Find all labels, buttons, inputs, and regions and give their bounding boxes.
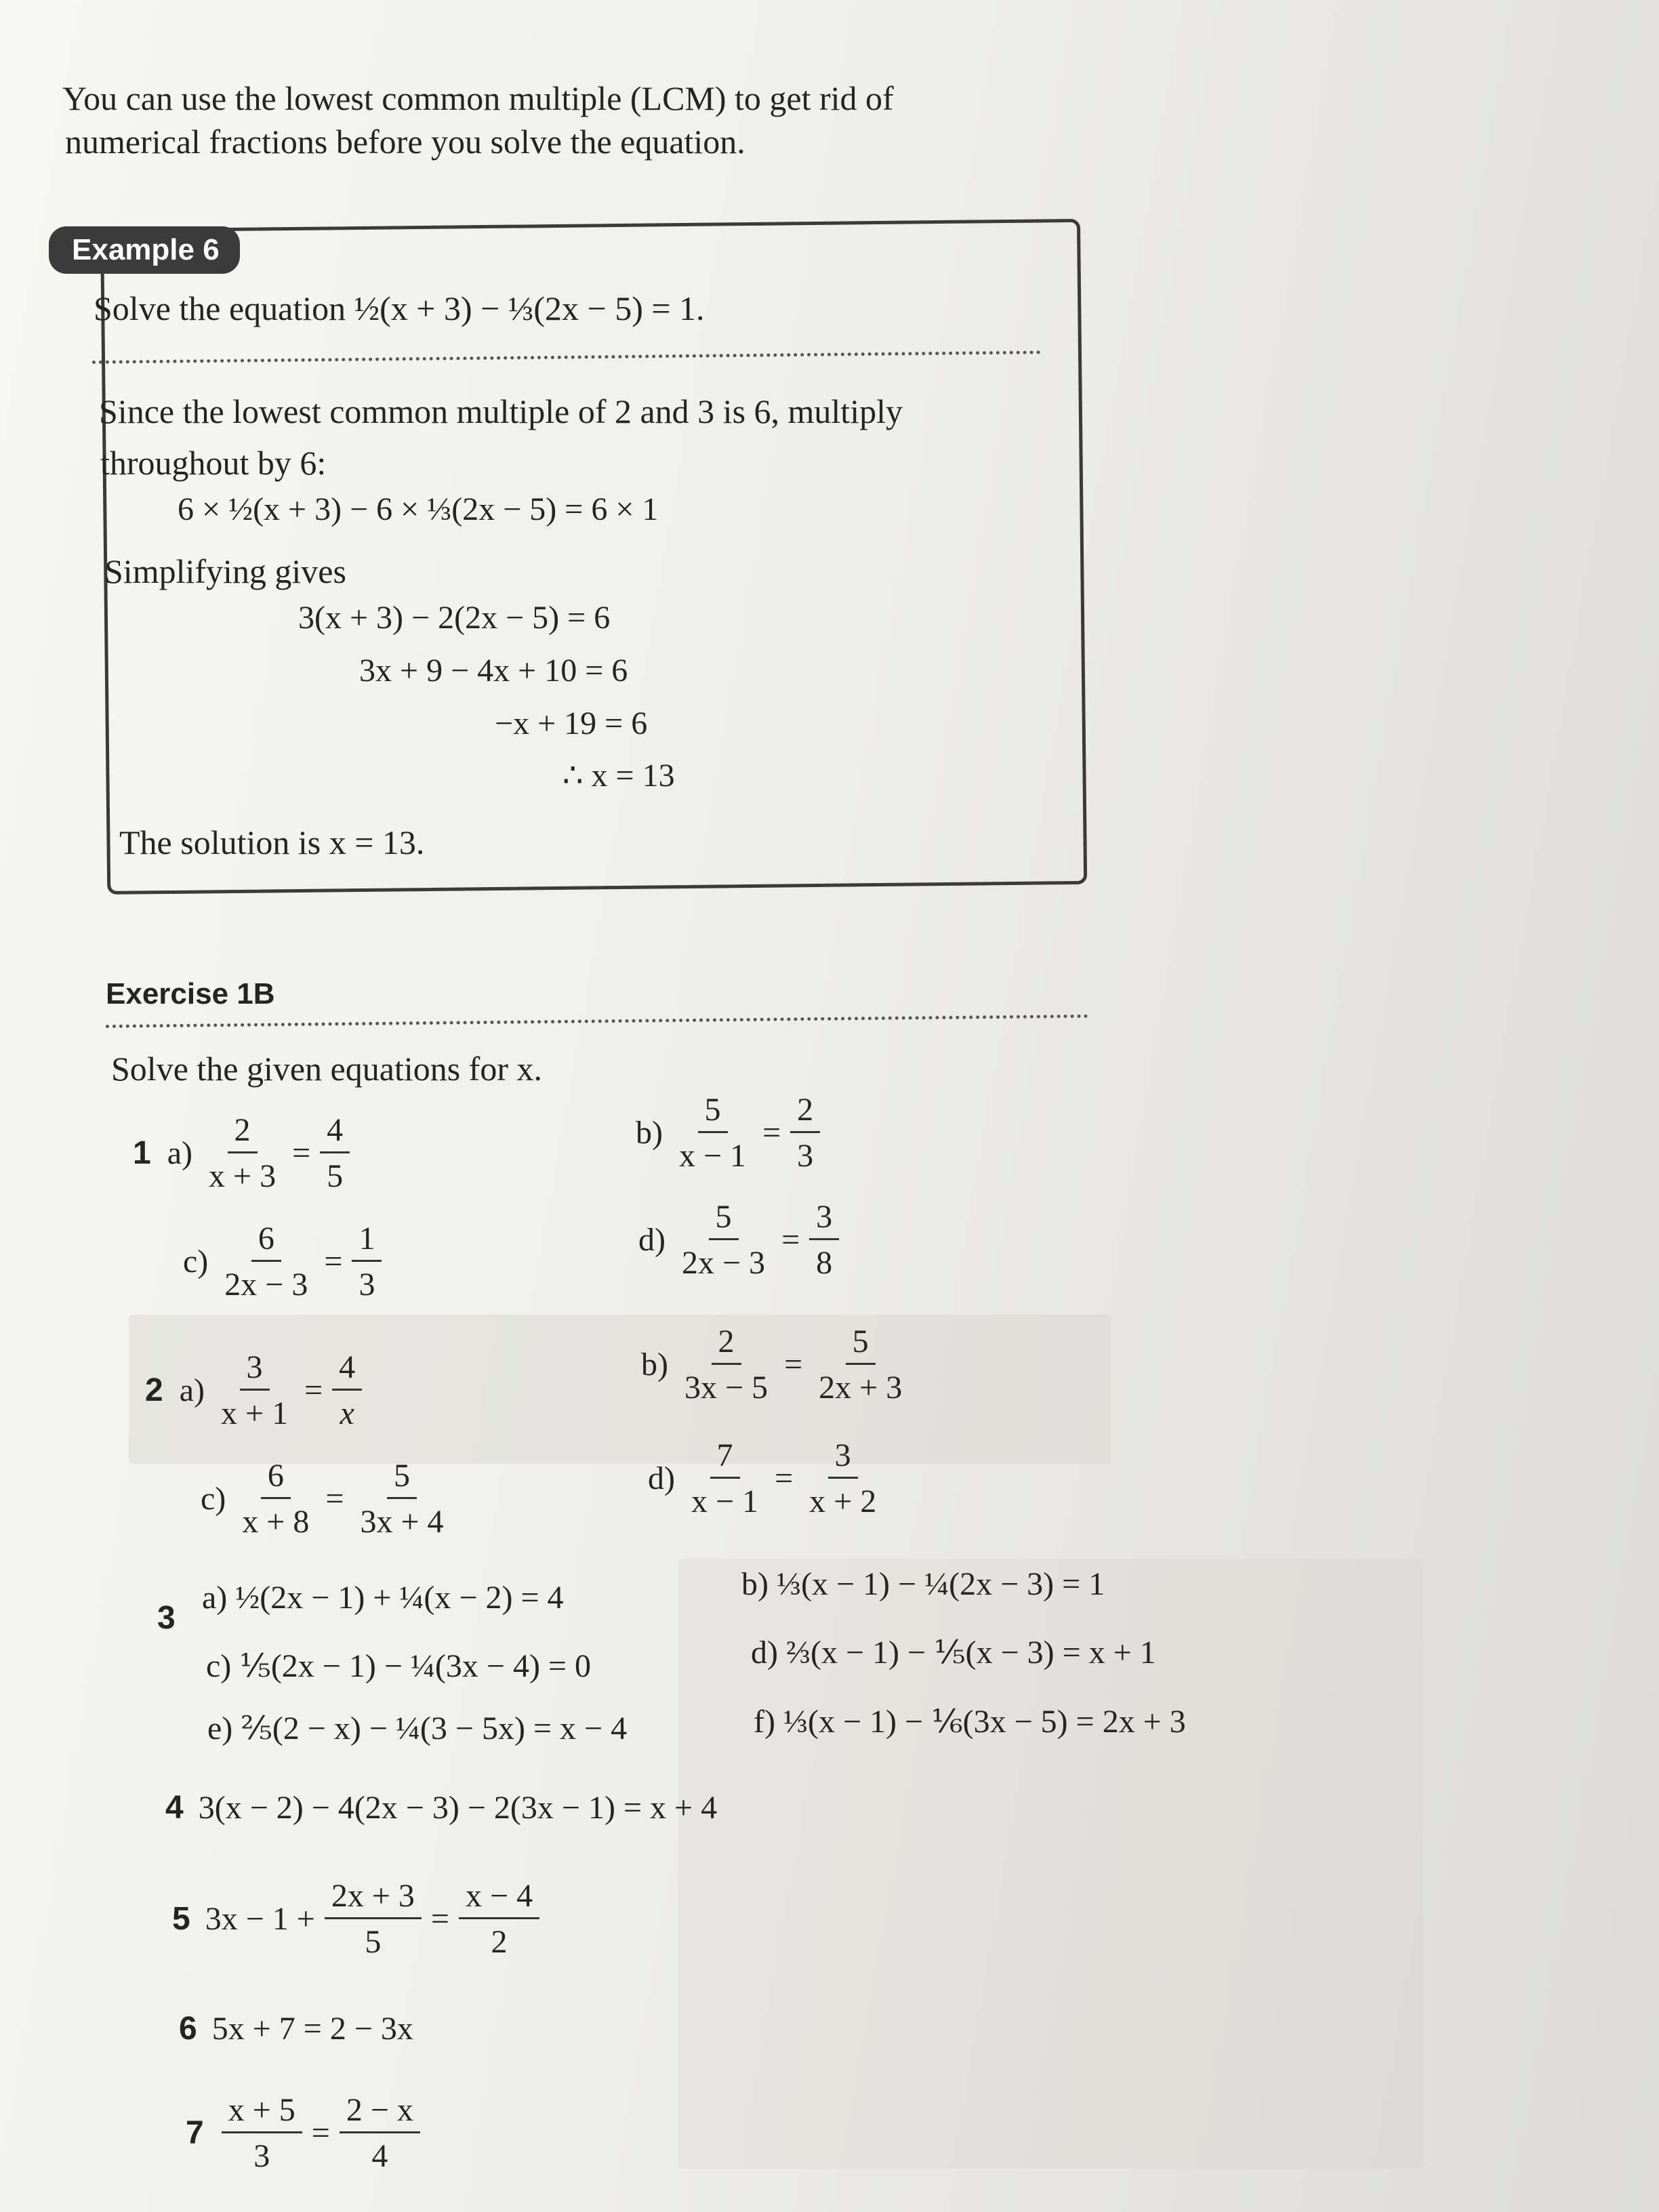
numerator: 4 (320, 1111, 350, 1153)
part-label: b) (636, 1115, 663, 1151)
question-6 (179, 2010, 413, 2047)
part-label: b) (641, 1347, 668, 1382)
fraction (332, 1349, 362, 1432)
denominator: 2x − 3 (224, 1267, 308, 1303)
question-number: 6 (179, 2011, 197, 2047)
denominator: 2 (491, 1924, 508, 1960)
denominator: x + 3 (209, 1158, 276, 1194)
fraction (352, 1220, 382, 1303)
example-tab: Example 6 (49, 226, 240, 274)
equals-sign: = (325, 1481, 344, 1517)
question-1c (183, 1220, 387, 1303)
fraction (325, 1877, 422, 1961)
example-step-4: ∴ x = 13 (562, 758, 675, 794)
question-5 (172, 1877, 545, 1961)
denominator: 8 (816, 1245, 833, 1281)
numerator: x + 5 (222, 2091, 302, 2133)
intro-line-2: numerical fractions before you solve the equation. (65, 123, 745, 161)
denominator: 3x + 4 (360, 1504, 444, 1540)
numerator: 5 (698, 1091, 728, 1133)
fraction (812, 1323, 909, 1406)
question-number: 1 (133, 1135, 151, 1171)
question-2b (641, 1323, 914, 1406)
denominator: x (340, 1395, 354, 1431)
numerator: 6 (261, 1457, 291, 1499)
part-label: d) (638, 1222, 665, 1258)
denominator: 3x − 5 (684, 1370, 769, 1406)
denominator: 3 (253, 2138, 270, 2174)
denominator: 2x + 3 (819, 1370, 903, 1406)
equals-sign: = (762, 1115, 781, 1151)
example-simplifying: Simplifying gives (104, 552, 346, 590)
question-3c: c) ⅕(2x − 1) − ¼(3x − 4) = 0 (206, 1648, 592, 1684)
question-1b (636, 1091, 825, 1174)
question-3d: d) ⅔(x − 1) − ⅕(x − 3) = x + 1 (751, 1635, 1156, 1671)
fraction (218, 1220, 314, 1303)
question-3e: e) ⅖(2 − x) − ¼(3 − 5x) = x − 4 (207, 1711, 628, 1746)
fraction (675, 1198, 772, 1282)
example-step-3: −x + 19 = 6 (495, 705, 648, 741)
fraction (790, 1091, 820, 1174)
question-2c (201, 1457, 456, 1540)
question-2a (145, 1349, 367, 1432)
fraction (202, 1111, 283, 1195)
denominator: 2x − 3 (681, 1245, 766, 1281)
numerator: 2 (228, 1111, 258, 1153)
part-label: d) (648, 1460, 675, 1496)
question-2d (648, 1437, 888, 1520)
denominator: x + 2 (809, 1483, 877, 1519)
numerator: 7 (710, 1437, 740, 1479)
denominator: 3 (359, 1267, 375, 1303)
question-4 (165, 1789, 717, 1826)
example-question: Solve the equation ½(x + 3) − ⅓(2x − 5) = 1. (94, 289, 705, 327)
question-3f: f) ⅓(x − 1) − ⅙(3x − 5) = 2x + 3 (754, 1704, 1186, 1740)
equals-sign: = (292, 1135, 311, 1171)
exercise-title: Exercise 1B (106, 977, 275, 1010)
question-7 (186, 2091, 426, 2175)
equals-sign: = (775, 1460, 794, 1496)
intro-line-1: You can use the lowest common multiple (LCM) to get rid of (62, 79, 894, 117)
equals-sign: = (324, 1244, 343, 1279)
question-number: 5 (172, 1901, 190, 1937)
equals-sign: = (430, 1901, 449, 1937)
fraction (678, 1323, 775, 1406)
question-3b: b) ⅓(x − 1) − ¼(2x − 3) = 1 (741, 1566, 1105, 1602)
denominator: x − 1 (678, 1138, 747, 1174)
numerator: 2 (790, 1091, 820, 1133)
numerator: 3 (809, 1198, 839, 1240)
numerator: 3 (240, 1349, 270, 1391)
lhs: 3x − 1 + (205, 1901, 315, 1937)
denominator: x + 8 (242, 1504, 310, 1540)
numerator: 6 (251, 1220, 281, 1262)
numerator: 2 (712, 1323, 741, 1365)
example-step-2: 3x + 9 − 4x + 10 = 6 (359, 653, 628, 689)
equals-sign: = (304, 1372, 323, 1408)
numerator: 3 (828, 1437, 858, 1479)
question-1a (133, 1111, 355, 1195)
denominator: 3 (797, 1138, 814, 1174)
part-label: a) (179, 1372, 205, 1408)
numerator: 2x + 3 (325, 1877, 422, 1919)
fraction (684, 1437, 765, 1520)
equation: 3(x − 2) − 4(2x − 3) − 2(3x − 1) = x + 4 (198, 1790, 718, 1826)
question-number: 2 (145, 1372, 163, 1408)
question-3-number: 3 (157, 1600, 176, 1636)
numerator: x − 4 (459, 1877, 539, 1919)
example-step-1: 3(x + 3) − 2(2x − 5) = 6 (298, 600, 611, 636)
fraction (809, 1198, 839, 1282)
part-label: c) (183, 1244, 209, 1279)
fraction (340, 2091, 420, 2175)
fraction (222, 2091, 302, 2175)
numerator: 2 − x (340, 2091, 420, 2133)
question-number: 4 (165, 1790, 184, 1826)
numerator: 1 (352, 1220, 382, 1262)
equals-sign: = (784, 1347, 803, 1382)
numerator: 5 (709, 1198, 739, 1240)
fraction (214, 1349, 295, 1432)
equals-sign: = (781, 1222, 800, 1258)
fraction (459, 1877, 539, 1961)
denominator: x + 1 (221, 1395, 289, 1431)
fraction (320, 1111, 350, 1195)
denominator: 5 (365, 1924, 382, 1960)
numerator: 5 (387, 1457, 417, 1499)
example-step-0: 6 × ½(x + 3) − 6 × ⅓(2x − 5) = 6 × 1 (178, 491, 659, 527)
question-3a: a) ½(2x − 1) + ¼(x − 2) = 4 (202, 1580, 564, 1616)
numerator: 4 (332, 1349, 362, 1391)
exercise-divider (106, 1015, 1088, 1028)
question-1d (638, 1198, 844, 1282)
denominator: 4 (371, 2138, 388, 2174)
exercise-instruction: Solve the given equations for x. (111, 1050, 542, 1088)
fraction (802, 1437, 883, 1520)
example-explain-2: throughout by 6: (100, 444, 327, 482)
question-number: 7 (186, 2115, 204, 2151)
part-label: a) (167, 1135, 192, 1171)
fraction (235, 1457, 316, 1540)
part-label: c) (201, 1481, 226, 1517)
example-explain-1: Since the lowest common multiple of 2 and 3 is 6, multiply (99, 392, 903, 430)
equals-sign: = (311, 2115, 330, 2151)
fraction (353, 1457, 450, 1540)
denominator: x − 1 (691, 1483, 759, 1519)
equation: 5x + 7 = 2 − 3x (211, 2011, 413, 2047)
denominator: 5 (327, 1158, 344, 1194)
fraction (672, 1091, 753, 1174)
example-solution: The solution is x = 13. (119, 823, 425, 861)
numerator: 5 (846, 1323, 876, 1365)
